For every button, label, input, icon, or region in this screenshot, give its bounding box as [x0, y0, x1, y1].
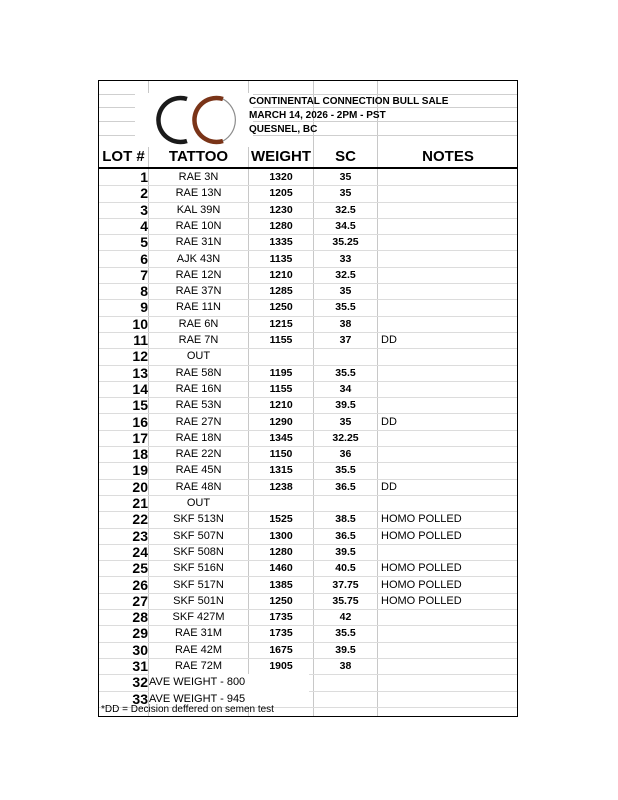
lot-number: 11	[133, 332, 148, 348]
lot-number: 15	[132, 397, 148, 414]
tattoo-id: RAE 16N	[175, 382, 222, 395]
sc-value: 35.5	[335, 301, 356, 314]
bull-sale-logo	[135, 93, 253, 147]
sc-value: 35	[339, 415, 352, 428]
lot-number: 19	[132, 462, 148, 479]
tattoo-id: SKF 507N	[173, 529, 224, 542]
sc-value: 35.5	[335, 627, 356, 640]
tattoo-id: OUT	[186, 497, 211, 509]
table-row	[99, 185, 517, 202]
notes-value	[381, 316, 516, 332]
notes-value	[381, 544, 516, 560]
tattoo-id: RAE 13N	[175, 187, 222, 200]
tattoo-id: RAE 18N	[175, 431, 222, 444]
weight-value: 1250	[269, 301, 293, 314]
tattoo-id: AJK 43N	[176, 252, 221, 265]
sc-value: 35	[339, 187, 352, 200]
tattoo-id: RAE 53N	[175, 399, 222, 412]
weight-value: 1250	[269, 594, 293, 607]
sc-value: 32.5	[335, 203, 356, 216]
table-row	[99, 202, 517, 219]
notes-value	[381, 283, 516, 299]
weight-value: 1230	[269, 203, 293, 216]
sc-value: 36	[339, 448, 352, 461]
table-row	[99, 642, 517, 659]
tattoo-id: RAE 31M	[174, 627, 223, 640]
weight-value: 1905	[269, 660, 293, 672]
col-header-weight: WEIGHT	[251, 148, 311, 165]
tattoo-id: KAL 39N	[176, 203, 221, 216]
notes-value: HOMO POLLED	[381, 513, 462, 526]
sc-value: 38.5	[335, 513, 356, 526]
table-row	[99, 658, 517, 675]
tattoo-id: RAE 58N	[175, 366, 222, 379]
table-row	[99, 560, 517, 577]
lot-number: 24	[132, 543, 148, 560]
lot-number: 30	[132, 641, 148, 658]
notes-value: DD	[381, 480, 397, 493]
notes-value	[381, 267, 516, 283]
table-row	[99, 430, 517, 447]
sc-value: 34.5	[335, 219, 356, 232]
table-row	[99, 299, 517, 316]
sc-value: 37	[339, 334, 352, 346]
weight-value: 1335	[269, 236, 293, 249]
tattoo-id: RAE 22N	[175, 448, 222, 461]
lot-number: 5	[140, 234, 148, 251]
lot-number: 3	[140, 201, 148, 218]
lot-number: 9	[140, 299, 148, 316]
notes-value	[381, 495, 516, 511]
lot-number: 14	[132, 380, 148, 397]
table-row	[99, 577, 517, 594]
lot-number: 1	[140, 169, 148, 185]
lot-number: 27	[132, 592, 148, 609]
sc-value: 39.5	[335, 399, 356, 412]
table-row	[99, 414, 517, 431]
lot-number: 31	[132, 658, 148, 674]
tattoo-id: RAE 27N	[175, 415, 222, 428]
sc-value	[314, 348, 377, 364]
tattoo-id: RAE 45N	[175, 464, 222, 477]
table-row	[99, 625, 517, 642]
weight-value: 1280	[269, 219, 293, 232]
col-header-tattoo: TATTOO	[168, 148, 229, 165]
weight-value: 1280	[269, 545, 293, 558]
notes-value: HOMO POLLED	[381, 594, 462, 607]
weight-value: 1735	[269, 627, 293, 640]
table-row	[99, 593, 517, 610]
sc-value: 42	[339, 611, 352, 624]
weight-value: 1300	[269, 529, 293, 542]
sc-value: 39.5	[335, 643, 356, 656]
weight-value: 1150	[269, 448, 293, 461]
weight-value: 1210	[269, 268, 293, 281]
lot-number: 17	[132, 429, 148, 446]
tattoo-id: RAE 6N	[178, 317, 219, 330]
col-header-notes: NOTES	[422, 148, 474, 165]
table-row	[99, 544, 517, 561]
table-row	[99, 381, 517, 398]
table-row	[99, 316, 517, 333]
sale-date: MARCH 14, 2026 - 2PM - PST	[249, 110, 386, 121]
table-row	[99, 251, 517, 268]
tattoo-id: RAE 10N	[175, 219, 222, 232]
lot-number: 26	[132, 576, 148, 593]
lot-number: 33	[132, 690, 148, 707]
sale-location: QUESNEL, BC	[249, 124, 318, 135]
notes-value	[381, 202, 516, 218]
sc-value: 35	[339, 285, 352, 298]
lot-number: 20	[132, 478, 148, 495]
weight-value: 1210	[269, 399, 293, 412]
notes-value: DD	[381, 415, 397, 428]
average-row	[99, 674, 517, 691]
tattoo-id: OUT	[186, 350, 211, 363]
sale-sheet	[98, 80, 518, 717]
average-weight-label: AVE WEIGHT - 800	[149, 674, 309, 690]
lot-number: 21	[132, 495, 148, 511]
tattoo-id: RAE 7N	[178, 334, 219, 346]
lot-number: 32	[132, 674, 148, 691]
col-header-lot: LOT #	[102, 148, 145, 165]
lot-number: 6	[140, 250, 148, 267]
notes-value	[381, 462, 516, 478]
table-row	[99, 169, 517, 186]
notes-value	[381, 430, 516, 446]
weight-value: 1675	[269, 643, 293, 656]
weight-value: 1155	[269, 382, 293, 395]
notes-value	[381, 185, 516, 201]
lot-number: 10	[132, 315, 148, 332]
lot-number: 25	[132, 560, 148, 577]
notes-value	[381, 625, 516, 641]
sc-value: 33	[339, 252, 352, 265]
table-row	[99, 397, 517, 414]
table-row	[99, 495, 517, 512]
weight-value: 1315	[269, 464, 293, 477]
notes-value	[381, 658, 516, 674]
sc-value: 36.5	[335, 480, 356, 493]
sc-value	[314, 495, 377, 511]
weight-value: 1215	[269, 317, 293, 330]
sc-value: 39.5	[335, 545, 356, 558]
tattoo-id: SKF 501N	[173, 594, 224, 607]
table-row	[99, 332, 517, 349]
tattoo-id: SKF 508N	[173, 545, 224, 558]
tattoo-id: SKF 513N	[173, 513, 224, 526]
notes-value	[381, 365, 516, 381]
notes-value	[381, 642, 516, 658]
notes-value	[381, 397, 516, 413]
table-row	[99, 283, 517, 300]
lot-number: 29	[132, 625, 148, 642]
table-row	[99, 446, 517, 463]
sc-value: 38	[339, 660, 352, 672]
sc-value: 35.25	[332, 236, 359, 249]
sc-value: 36.5	[335, 529, 356, 542]
notes-value	[381, 609, 516, 625]
lot-number: 8	[140, 283, 148, 300]
tattoo-id: RAE 3N	[178, 171, 219, 183]
notes-value: DD	[381, 334, 397, 346]
tattoo-id: RAE 72M	[174, 660, 223, 672]
sc-value: 35.75	[332, 594, 359, 607]
sc-value: 35.5	[335, 366, 356, 379]
tattoo-id: RAE 42M	[174, 643, 223, 656]
weight-value: 1238	[269, 480, 293, 493]
sc-value: 35.5	[335, 464, 356, 477]
weight-value: 1320	[269, 171, 293, 183]
lot-number: 18	[132, 446, 148, 463]
lot-number: 28	[132, 609, 148, 626]
table-row	[99, 511, 517, 528]
tattoo-id: RAE 12N	[175, 268, 222, 281]
lot-number: 23	[132, 527, 148, 544]
notes-value	[381, 446, 516, 462]
weight-value: 1525	[269, 513, 293, 526]
weight-value: 1735	[269, 611, 293, 624]
tattoo-id: RAE 11N	[175, 301, 222, 314]
tattoo-id: RAE 48N	[175, 480, 222, 493]
sale-title: CONTINENTAL CONNECTION BULL SALE	[249, 96, 449, 107]
weight-value: 1285	[269, 285, 293, 298]
footnote: *DD = Decision deffered on semen test	[101, 704, 274, 715]
sc-value: 34	[339, 382, 352, 395]
weight-value	[249, 348, 313, 364]
tattoo-id: RAE 37N	[175, 285, 222, 298]
lot-number: 16	[132, 413, 148, 430]
lot-number: 2	[140, 185, 148, 202]
weight-value: 1345	[269, 431, 293, 444]
sc-value: 40.5	[335, 562, 356, 575]
tattoo-id: SKF 427M	[172, 611, 225, 624]
tattoo-id: SKF 516N	[173, 562, 224, 575]
lot-number: 22	[132, 511, 148, 528]
weight-value	[249, 495, 313, 511]
weight-value: 1195	[269, 366, 293, 379]
weight-value: 1385	[269, 578, 293, 591]
notes-value: HOMO POLLED	[381, 562, 462, 575]
lot-number: 13	[132, 364, 148, 381]
average-weight-label: AVE WEIGHT - 945	[149, 691, 309, 707]
table-row	[99, 267, 517, 284]
table-row	[99, 479, 517, 496]
sc-value: 32.25	[332, 431, 359, 444]
lot-number: 7	[140, 266, 148, 283]
notes-value: HOMO POLLED	[381, 529, 462, 542]
weight-value: 1205	[269, 187, 293, 200]
notes-value	[381, 348, 516, 364]
table-row	[99, 234, 517, 251]
sc-value: 35	[339, 171, 352, 183]
table-row	[99, 462, 517, 479]
table-row	[99, 609, 517, 626]
notes-value	[381, 234, 516, 250]
notes-value	[381, 299, 516, 315]
notes-value: HOMO POLLED	[381, 578, 462, 591]
col-header-sc: SC	[335, 148, 356, 165]
lot-number: 12	[132, 348, 148, 365]
tattoo-id: SKF 517N	[173, 578, 224, 591]
sc-value: 37.75	[332, 578, 359, 591]
weight-value: 1460	[269, 562, 293, 575]
lot-number: 4	[140, 217, 148, 234]
notes-value	[381, 251, 516, 267]
table-row	[99, 218, 517, 235]
notes-value	[381, 169, 516, 185]
sc-value: 32.5	[335, 268, 356, 281]
weight-value: 1135	[269, 252, 293, 265]
weight-value: 1155	[269, 334, 293, 346]
notes-value	[381, 381, 516, 397]
tattoo-id: RAE 31N	[175, 236, 222, 249]
table-row	[99, 348, 517, 365]
table-row	[99, 365, 517, 382]
weight-value: 1290	[269, 415, 293, 428]
table-row	[99, 528, 517, 545]
sc-value: 38	[339, 317, 352, 330]
notes-value	[381, 218, 516, 234]
